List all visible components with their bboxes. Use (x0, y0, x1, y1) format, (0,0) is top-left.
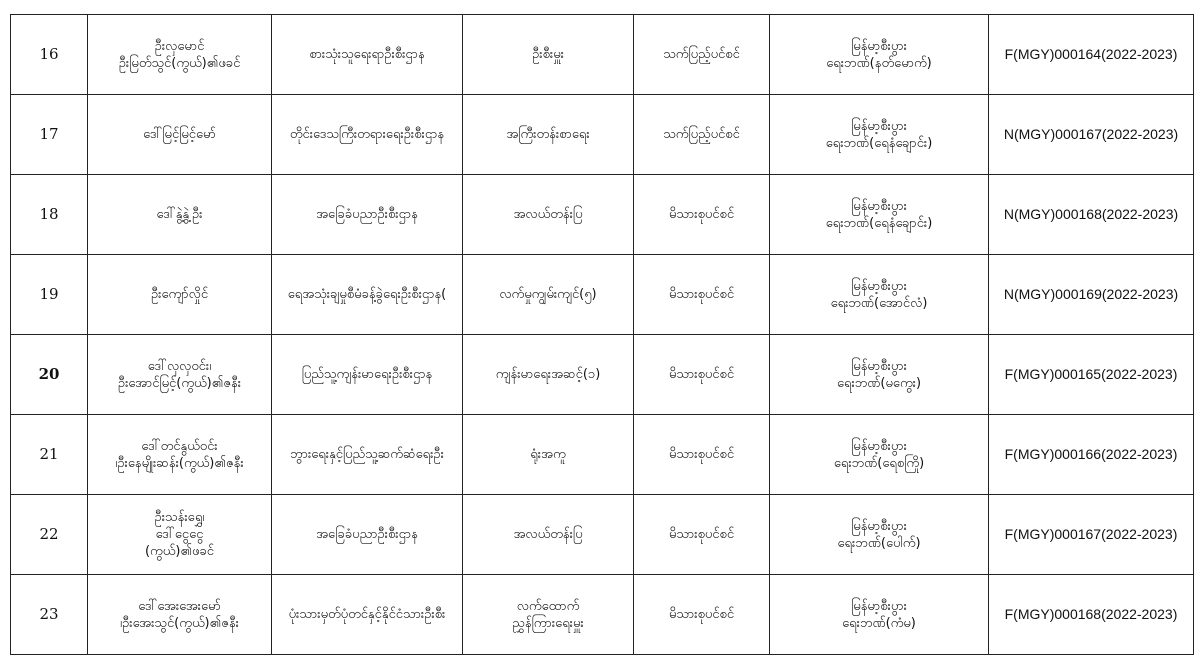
department-name: စားသုံးသူရေးရာဦးစီးဌာန (272, 15, 463, 95)
bank-branch-line: မြန်မာ့စီးပွား (851, 598, 907, 614)
reference-code: F(MGY)000165(2022-2023) (989, 335, 1194, 415)
bank-branch-line: ရေးဘဏ်(ကံမ) (842, 615, 916, 631)
reference-code: N(MGY)000169(2022-2023) (989, 255, 1194, 335)
bank-branch-line: မြန်မာ့စီးပွား (851, 518, 907, 534)
person-name (88, 575, 272, 655)
position-title: အလယ်တန်းပြ (463, 495, 634, 575)
table-row (11, 255, 1194, 335)
bank-branch-line: ရေးဘဏ်(အောင်လံ) (830, 295, 928, 311)
department-name: တိုင်းဒေသကြီးတရားရေးဦးစီးဌာန (272, 95, 463, 175)
reference-code: F(MGY)000164(2022-2023) (989, 15, 1194, 95)
person-name (88, 15, 272, 95)
person-name-line: ဒေါ်လှလှဝင်း၊ (147, 358, 212, 374)
bank-branch (770, 335, 989, 415)
person-name-line: ဦးသန်းရွှေ၊ (154, 510, 205, 525)
reference-code: F(MGY)000166(2022-2023) (989, 415, 1194, 495)
person-name-line: ဒေါ်နွဲ့နွဲ့ဦး (156, 207, 203, 222)
position-title (463, 575, 634, 655)
table-body (11, 15, 1194, 655)
position-title: ဦးစီးမှူး (463, 15, 634, 95)
row-number: 22 (11, 495, 88, 575)
table-row (11, 415, 1194, 495)
row-number: 19 (11, 255, 88, 335)
department-name: ပြည်သူ့ကျန်းမာရေးဦးစီးဌာန (272, 335, 463, 415)
pension-type: သက်ပြည့်ပင်စင် (634, 15, 770, 95)
person-name-line: ဒေါ်မြင့်မြင့်မော် (143, 127, 216, 142)
person-name (88, 95, 272, 175)
bank-branch-line: မြန်မာ့စီးပွား (851, 118, 907, 134)
position-title-line: ညွှန်ကြားရေးမှူး (512, 615, 584, 631)
bank-branch-line: ရေးဘဏ်(ရေနံချောင်း) (825, 215, 933, 231)
person-name-line: ဒေါ်တင်နွယ်ဝင်း (141, 438, 218, 454)
bank-branch-line: မြန်မာ့စီးပွား (851, 198, 907, 214)
bank-branch-line: ရေးဘဏ်(ရေနံချောင်း) (825, 135, 933, 151)
person-name (88, 495, 272, 575)
person-name (88, 255, 272, 335)
pension-type: မိသားစုပင်စင် (634, 255, 770, 335)
person-name-line: ဦးအောင်မြင့်(ကွယ်)၏ဇနီး (117, 375, 242, 391)
pension-table (10, 14, 1194, 655)
bank-branch-line: မြန်မာ့စီးပွား (851, 38, 907, 54)
person-name-line: ဦးလှမောင် (154, 38, 205, 54)
bank-branch-line: ရေးဘဏ်(ပေါက်) (837, 535, 921, 551)
table-row (11, 335, 1194, 415)
position-title: ရုံးအကူ (463, 415, 634, 495)
bank-branch-line: မြန်မာ့စီးပွား (851, 278, 907, 294)
row-number: 18 (11, 175, 88, 255)
reference-code: F(MGY)000168(2022-2023) (989, 575, 1194, 655)
person-name-line: ၊ဦးအေးသွင်(ကွယ်)၏ဇနီး (120, 615, 239, 631)
bank-branch-line: ရေးဘဏ်(နတ်မောက်) (826, 55, 932, 71)
bank-branch-line: ရေးဘဏ်(မကွေး) (836, 375, 922, 391)
department-name: ပုံးသားမှတ်ပုံတင်နှင့်နိုင်ငံသားဦးစီး (272, 575, 463, 655)
person-name (88, 175, 272, 255)
bank-branch-line: မြန်မာ့စီးပွား (851, 358, 907, 374)
person-name (88, 335, 272, 415)
position-title: အကြီးတန်းစာရေး (463, 95, 634, 175)
table-row (11, 95, 1194, 175)
person-name (88, 415, 272, 495)
row-number: 17 (11, 95, 88, 175)
person-name-line: ဦးမြတ်သွင်(ကွယ်)၏ဖခင် (118, 55, 241, 71)
reference-code: F(MGY)000167(2022-2023) (989, 495, 1194, 575)
reference-code: N(MGY)000167(2022-2023) (989, 95, 1194, 175)
row-number: 23 (11, 575, 88, 655)
reference-code: N(MGY)000168(2022-2023) (989, 175, 1194, 255)
person-name-line: ဦးကျော်လှိုင် (150, 287, 209, 302)
row-number: 16 (11, 15, 88, 95)
person-name-line: ၊ဦးနေမျိုးဆန်း(ကွယ်)၏ဇနီး (115, 455, 244, 471)
bank-branch (770, 15, 989, 95)
person-name-line: ဒေါ်ငွေငွေ (155, 527, 204, 542)
pension-type: မိသားစုပင်စင် (634, 335, 770, 415)
bank-branch (770, 95, 989, 175)
row-number: 20 (11, 335, 88, 415)
department-name: အခြေခံပညာဦးစီးဌာန (272, 495, 463, 575)
department-name: အခြေခံပညာဦးစီးဌာန (272, 175, 463, 255)
table-row (11, 575, 1194, 655)
position-title: ကျန်းမာရေးအဆင့်(၁) (463, 335, 634, 415)
pension-type: မိသားစုပင်စင် (634, 575, 770, 655)
table-row (11, 15, 1194, 95)
row-number: 21 (11, 415, 88, 495)
bank-branch (770, 175, 989, 255)
position-title: အလယ်တန်းပြ (463, 175, 634, 255)
table-row (11, 495, 1194, 575)
bank-branch (770, 255, 989, 335)
bank-branch (770, 415, 989, 495)
person-name-line: ဒေါ်အေးအေးမော် (138, 598, 221, 614)
department-name: ရေအသုံးချမှုစီမံခန့်ခွဲရေးဦးစီးဌာန( (272, 255, 463, 335)
position-title-line: လက်ထောက် (516, 598, 580, 614)
department-name: ဘွားရေးနှင့်ပြည်သူ့ဆက်ဆံရေးဦး (272, 415, 463, 495)
bank-branch-line: ရေးဘဏ်(ရေစကြို) (833, 455, 925, 471)
pension-type: မိသားစုပင်စင် (634, 175, 770, 255)
position-title: လက်မှုကျွမ်းကျင်(၅) (463, 255, 634, 335)
bank-branch-line: မြန်မာ့စီးပွား (851, 438, 907, 454)
table-row (11, 175, 1194, 255)
pension-type: သက်ပြည့်ပင်စင် (634, 95, 770, 175)
pension-type: မိသားစုပင်စင် (634, 495, 770, 575)
person-name-line: (ကွယ်)၏ဖခင် (144, 544, 214, 559)
bank-branch (770, 495, 989, 575)
pension-type: မိသားစုပင်စင် (634, 415, 770, 495)
bank-branch (770, 575, 989, 655)
